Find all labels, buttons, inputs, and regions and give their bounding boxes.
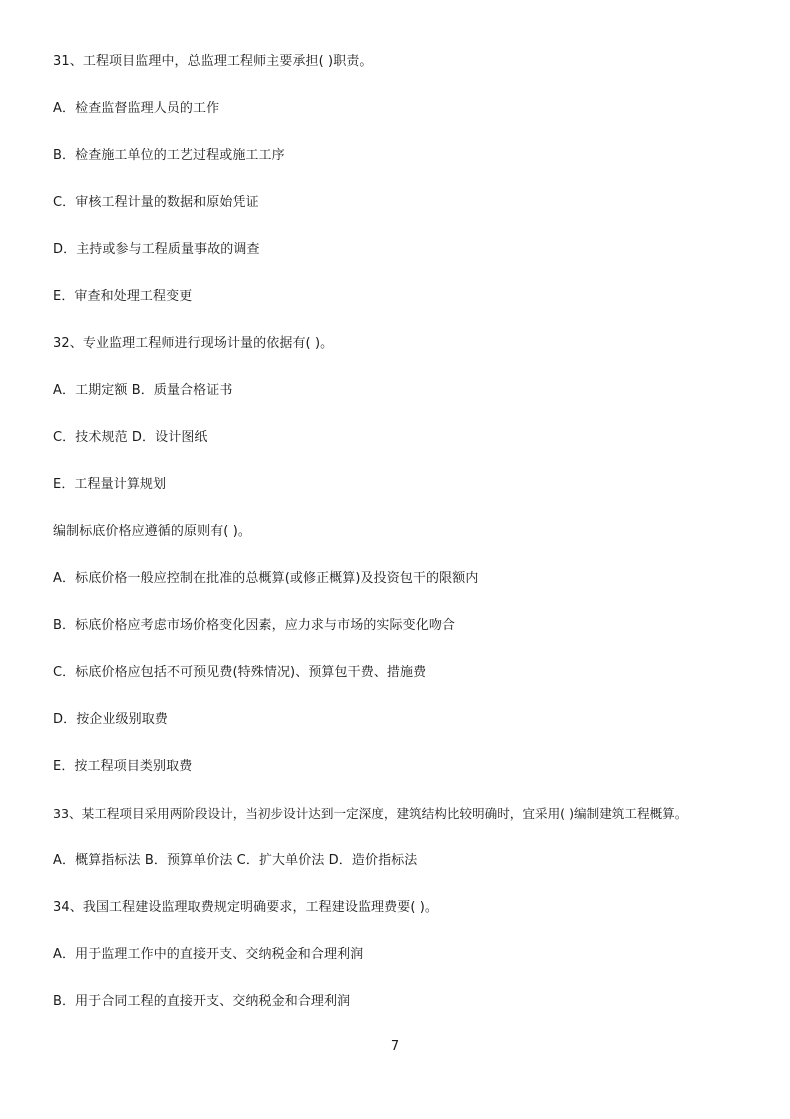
question-31-option-a: A．检查监督监理人员的工作	[53, 101, 220, 116]
question-34-option-a: A．用于监理工作中的直接开支、交纳税金和合理利润	[53, 947, 364, 962]
question-32-option-e: E．工程量计算规划	[53, 477, 167, 492]
question-option-e: E．按工程项目类别取费	[53, 759, 193, 774]
question-option-b: B．标底价格应考虑市场价格变化因素，应力求与市场的实际变化吻合	[53, 618, 456, 633]
question-34-stem: 34、我国工程建设监理取费规定明确要求，工程建设监理费要( )。	[53, 900, 439, 915]
question-option-d: D．按企业级别取费	[53, 712, 168, 727]
question-31-option-d: D．主持或参与工程质量事故的调查	[53, 242, 260, 257]
question-33-options: A．概算指标法 B．预算单价法 C．扩大单价法 D．造价指标法	[53, 853, 418, 868]
question-33-stem: 33、某工程项目采用两阶段设计，当初步设计达到一定深度，建筑结构比较明确时，宜采用( )编制建筑工程概算。	[53, 806, 688, 821]
question-32-options-cd: C．技术规范 D．设计图纸	[53, 430, 208, 445]
question-stem: 编制标底价格应遵循的原则有( )。	[53, 524, 251, 539]
question-31-stem: 31、工程项目监理中，总监理工程师主要承担( )职责。	[53, 54, 373, 69]
question-31-option-c: C．审核工程计量的数据和原始凭证	[53, 195, 259, 210]
question-option-a: A．标底价格一般应控制在批准的总概算(或修正概算)及投资包干的限额内	[53, 571, 479, 586]
page-number: 7	[390, 1039, 400, 1054]
question-32-stem: 32、专业监理工程师进行现场计量的依据有( )。	[53, 336, 334, 351]
question-31-option-e: E．审查和处理工程变更	[53, 289, 193, 304]
question-option-c: C．标底价格应包括不可预见费(特殊情况)、预算包干费、措施费	[53, 665, 427, 680]
question-31-option-b: B．检查施工单位的工艺过程或施工工序	[53, 148, 285, 163]
question-32-options-ab: A．工期定额 B．质量合格证书	[53, 383, 233, 398]
question-34-option-b: B．用于合同工程的直接开支、交纳税金和合理利润	[53, 994, 351, 1009]
